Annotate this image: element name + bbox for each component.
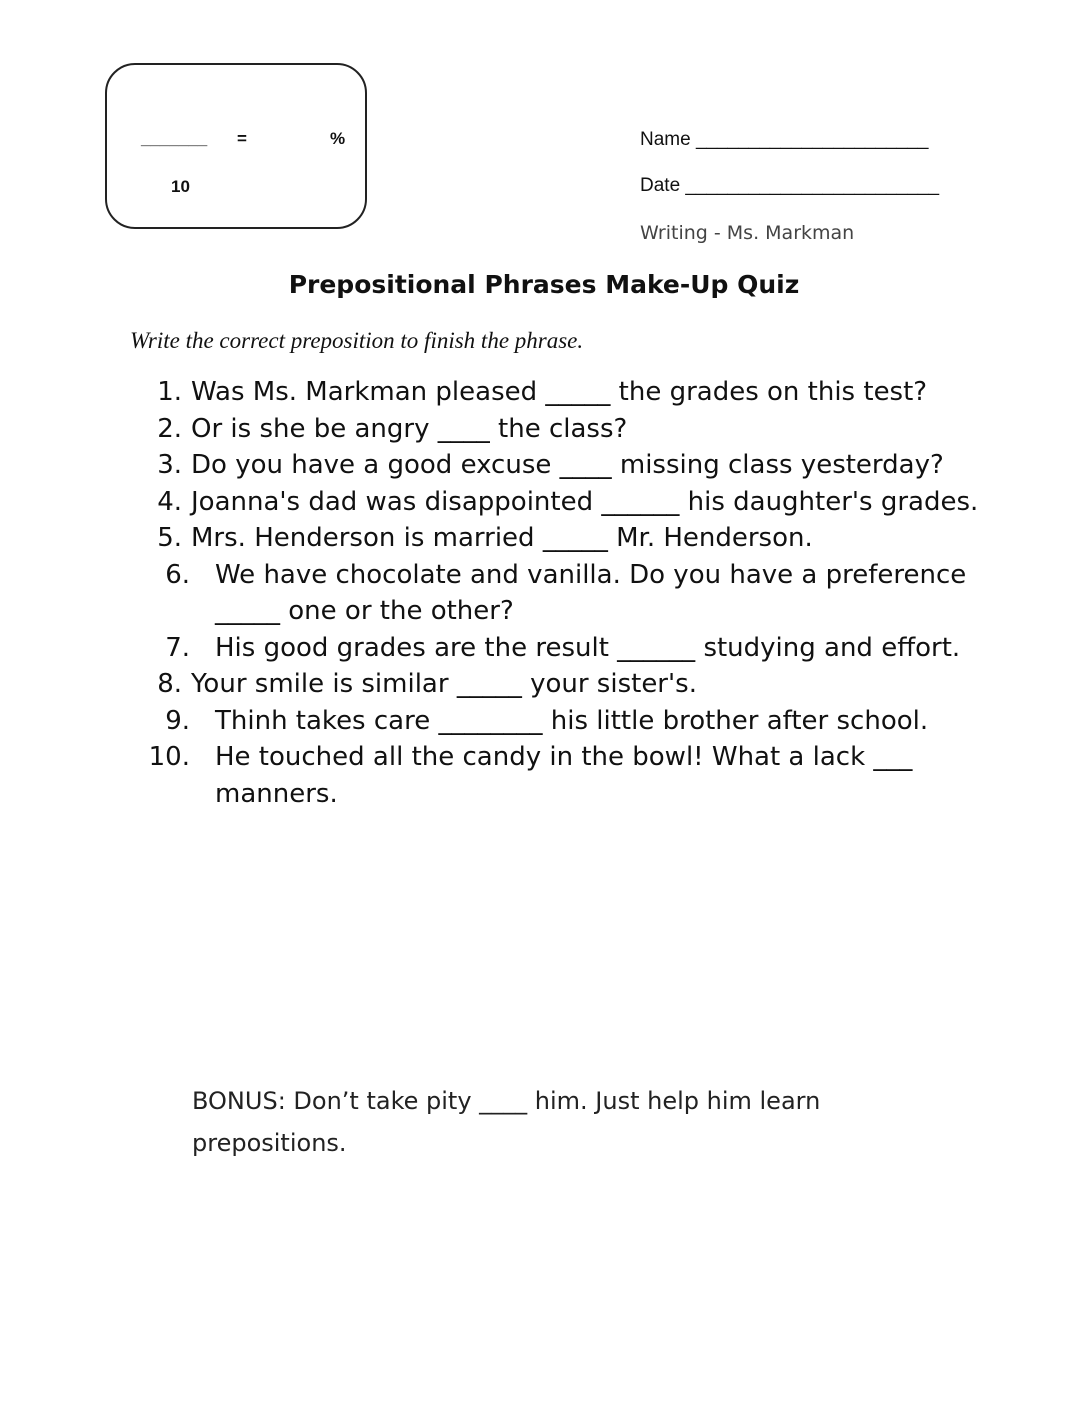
question-text: Joanna's dad was disappointed ______ his daughter's grades. [191,486,979,517]
question-number: 7. [165,632,190,663]
question-text: Thinh takes care ________ his little brother after school. [215,705,929,736]
question-text: Or is she be angry ____ the class? [191,413,628,444]
quiz-title: Prepositional Phrases Make-Up Quiz [288,270,800,299]
score-total: 10 [171,177,190,196]
score-box [105,63,367,229]
question-list [0,374,1088,812]
question-text: Was Ms. Markman pleased _____ the grades on this test? [191,377,928,407]
question-text: Mrs. Henderson is married _____ Mr. Henderson. [191,523,813,553]
question-item [0,739,1088,812]
score-percent: % [330,129,346,148]
question-number: 9. [165,705,190,736]
bonus-question: BONUS: Don’t take pity ____ him. Just help him learn prepositions. [192,1087,821,1157]
question-number: 2. [157,413,182,444]
instructions: Write the correct preposition to finish the phrase. [130,328,584,353]
question-item [0,374,1088,411]
question-text: He touched all the candy in the bowl! What a lack ___ manners. [215,742,913,809]
question-number: 1. [157,377,182,407]
date-field: Date ________________________ [640,175,940,196]
question-item [0,666,1088,703]
question-number: 6. [165,559,190,590]
question-text: His good grades are the result ______ studying and effort. [215,632,961,663]
question-number: 10. [148,742,190,772]
question-number: 3. [157,450,182,480]
question-text: Your smile is similar _____ your sister's. [191,669,697,699]
question-number: 4. [157,486,182,517]
question-item [0,703,1088,740]
question-item [0,484,1088,521]
question-item [0,630,1088,667]
question-number: 8. [157,669,182,699]
question-text: We have chocolate and vanilla. Do you have a preference _____ one or the other? [215,559,967,626]
score-blank: _______ [141,129,208,148]
name-field: Name ______________________ [640,129,929,150]
course-line: Writing - Ms. Markman [640,222,855,244]
question-item [0,520,1088,557]
score-equals: = [237,129,247,148]
question-item [0,411,1088,448]
question-item [0,557,1088,630]
question-item [0,447,1088,484]
question-number: 5. [157,523,182,553]
question-text: Do you have a good excuse ____ missing class yesterday? [191,450,944,480]
